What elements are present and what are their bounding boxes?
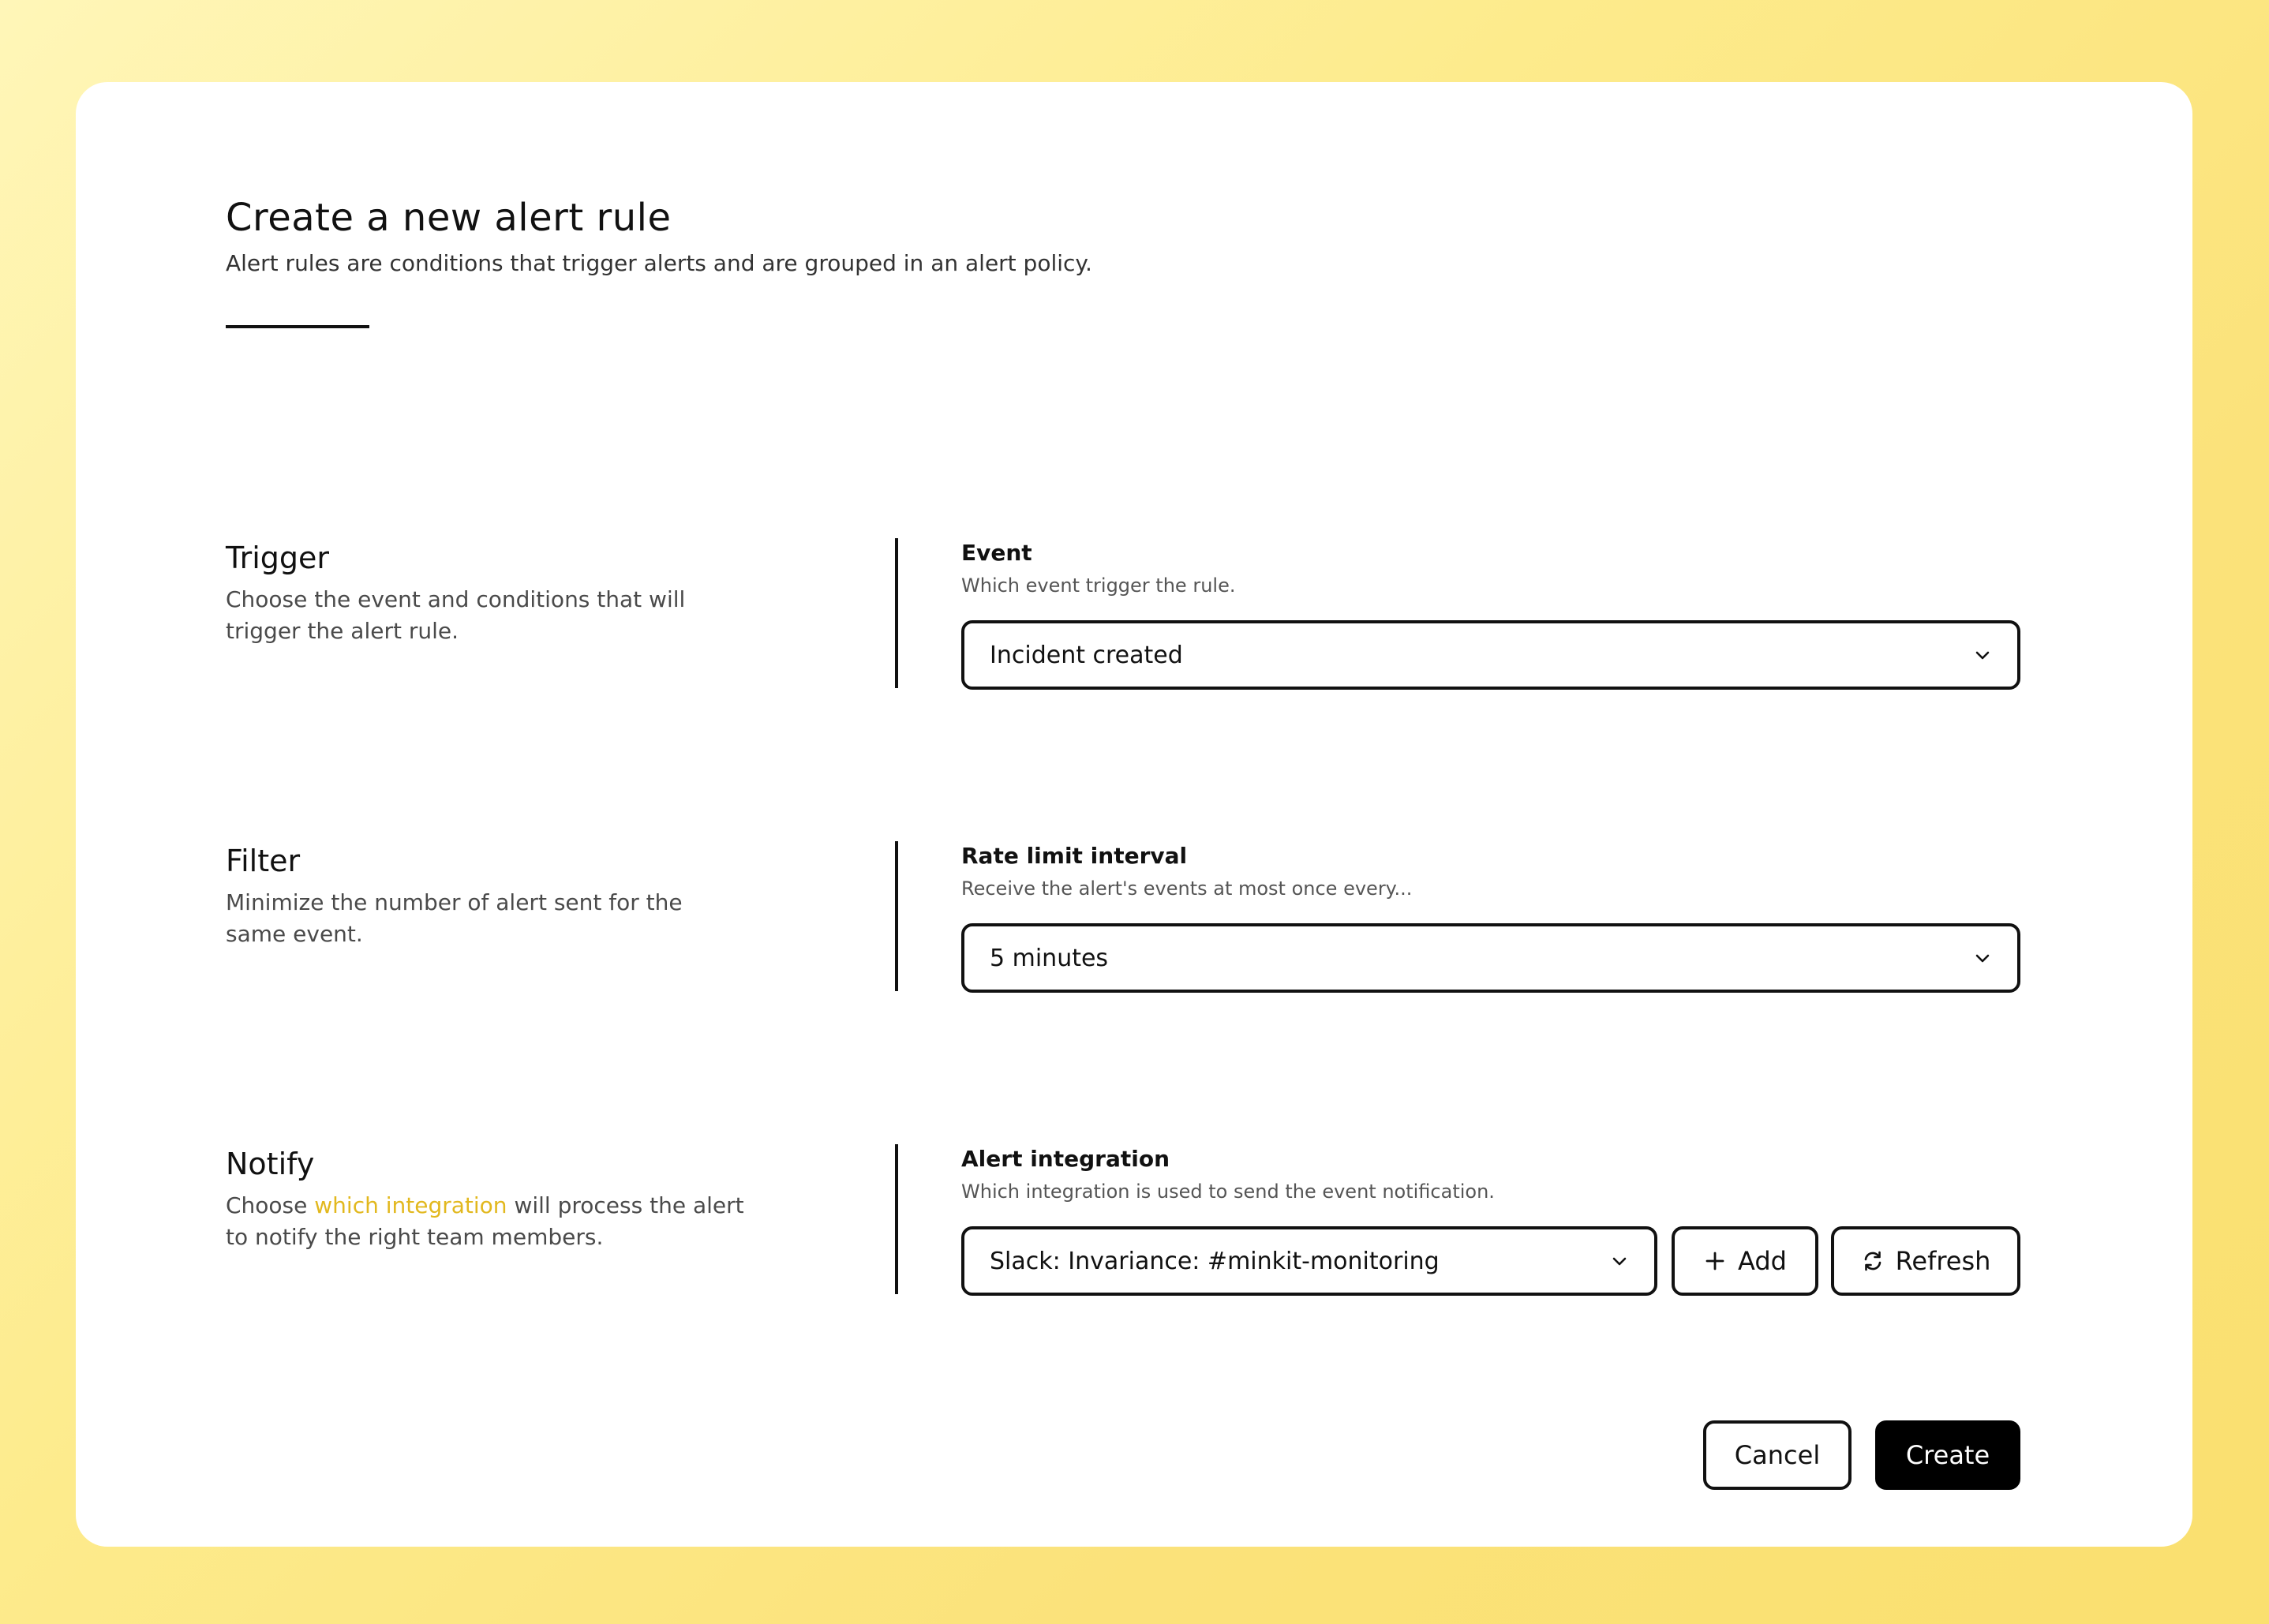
- trigger-description: Choose the event and conditions that will trigger the alert rule.: [226, 586, 686, 644]
- rate-limit-select[interactable]: [961, 923, 2020, 993]
- trigger-info: [226, 538, 747, 647]
- filter-divider: [895, 841, 898, 991]
- chevron-down-icon: [1973, 949, 1992, 967]
- notify-description: [226, 1190, 747, 1253]
- notify-title: Notify: [226, 1147, 315, 1181]
- filter-section: [226, 841, 2020, 991]
- alert-integration-select-value: Slack: Invariance: #minkit-monitoring: [990, 1247, 1440, 1275]
- event-hint: Which event trigger the rule.: [961, 574, 1236, 597]
- page-subtitle: Alert rules are conditions that trigger alerts and are grouped in an alert policy.: [226, 250, 1092, 276]
- notify-description-end: will process the alert to notify the right team members.: [226, 1192, 744, 1250]
- notify-description-start: Choose: [226, 1192, 315, 1218]
- rate-limit-hint: Receive the alert's events at most once every...: [961, 877, 1413, 900]
- chevron-down-icon: [1610, 1252, 1629, 1270]
- cancel-button[interactable]: [1703, 1420, 1852, 1490]
- notify-divider: [895, 1144, 898, 1294]
- event-select-value: Incident created: [990, 641, 1183, 669]
- refresh-icon: [1861, 1249, 1885, 1273]
- dialog-card: [76, 82, 2192, 1547]
- filter-title: Filter: [226, 844, 301, 878]
- notify-info: [226, 1144, 747, 1253]
- alert-integration-hint: Which integration is used to send the event notification.: [961, 1181, 1495, 1203]
- event-label: Event: [961, 540, 1032, 566]
- plus-icon: [1703, 1249, 1727, 1273]
- create-button-label: Create: [1905, 1440, 1990, 1470]
- header-divider: [226, 325, 369, 328]
- refresh-integrations-button[interactable]: [1831, 1226, 2020, 1296]
- dialog-header: [226, 194, 1092, 279]
- rate-limit-select-value: 5 minutes: [990, 944, 1109, 972]
- trigger-section: [226, 538, 2020, 688]
- filter-description: Minimize the number of alert sent for the same event.: [226, 889, 683, 947]
- trigger-field: [961, 538, 2020, 669]
- create-button[interactable]: [1875, 1420, 2020, 1490]
- notify-section: [226, 1144, 2020, 1294]
- which-integration-link[interactable]: which integration: [314, 1192, 507, 1218]
- add-integration-button[interactable]: [1672, 1226, 1818, 1296]
- rate-limit-label: Rate limit interval: [961, 843, 1188, 869]
- trigger-title: Trigger: [226, 541, 330, 575]
- notify-field: [961, 1144, 2020, 1276]
- alert-integration-select[interactable]: [961, 1226, 1657, 1296]
- refresh-integrations-label: Refresh: [1895, 1246, 1991, 1276]
- page-title: Create a new alert rule: [226, 196, 672, 240]
- filter-field: [961, 841, 2020, 972]
- trigger-divider: [895, 538, 898, 688]
- cancel-button-label: Cancel: [1734, 1440, 1821, 1470]
- filter-info: [226, 841, 747, 950]
- event-select[interactable]: [961, 620, 2020, 690]
- alert-integration-label: Alert integration: [961, 1146, 1170, 1172]
- add-integration-label: Add: [1738, 1246, 1787, 1276]
- chevron-down-icon: [1973, 645, 1992, 664]
